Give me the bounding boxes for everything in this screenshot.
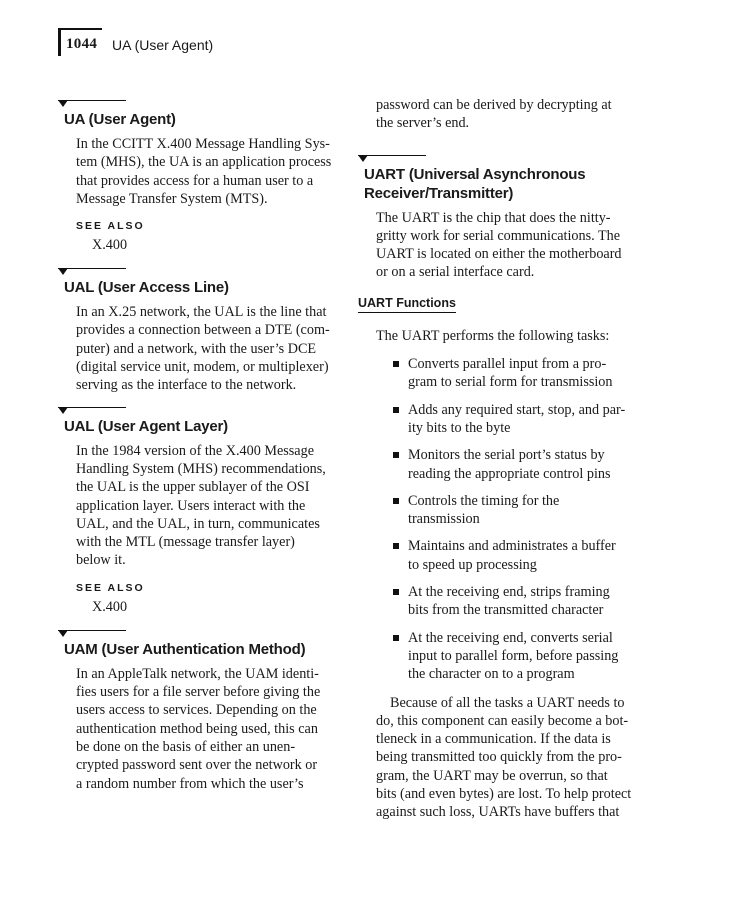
list-item	[358, 492, 648, 529]
entry-marker	[58, 630, 348, 638]
text-line: the server’s end.	[376, 115, 470, 132]
triangle-icon	[358, 155, 368, 162]
text-line: users access to services. Depending on the	[76, 702, 317, 719]
text-line: do, this component can easily become a bot-	[376, 712, 629, 729]
text-line: below it.	[76, 552, 126, 569]
entry-body	[76, 442, 348, 570]
entry-marker	[358, 155, 648, 163]
text-line: UAL, and the UAL, in turn, communicates	[76, 515, 320, 532]
header-rule-vertical	[58, 28, 61, 56]
text-line: with the MTL (message transfer layer)	[76, 534, 295, 551]
text-line: In the CCITT X.400 Message Handling Sys-	[76, 136, 330, 152]
bullet-icon	[393, 589, 399, 595]
entry-ual-access	[58, 268, 348, 394]
text-line: gram to serial form for transmission	[408, 374, 613, 391]
bullet-icon	[393, 543, 399, 549]
text-line: bits (and even bytes) are lost. To help protect	[376, 786, 632, 803]
divider	[58, 100, 126, 101]
text-line: crypted password sent over the network or	[76, 757, 318, 774]
entry-heading	[364, 165, 648, 203]
text-line: At the receiving end, converts serial	[408, 629, 613, 646]
entry-ual-agent	[58, 407, 348, 616]
divider	[358, 155, 426, 156]
text-line: tleneck in a communication. If the data is	[376, 731, 611, 748]
list-item	[358, 401, 648, 438]
text-line: Converts parallel input from a pro-	[408, 356, 607, 373]
entry-marker	[58, 100, 348, 108]
entry-ua	[58, 100, 348, 254]
text-line: Message Transfer System (MTS).	[76, 190, 268, 207]
text-line: At the receiving end, strips framing	[408, 584, 610, 601]
triangle-icon	[58, 407, 68, 414]
text-line: serving as the interface to the network.	[76, 377, 297, 394]
text-line: The UART is the chip that does the nitty-	[376, 209, 611, 226]
right-column	[358, 97, 648, 822]
entry-body	[76, 135, 348, 208]
list-item	[358, 583, 648, 620]
page-number: 1044	[66, 36, 98, 52]
entry-uam	[58, 630, 348, 793]
text-line: (digital service unit, modem, or multiplexer)	[76, 359, 329, 376]
text-line: bits from the transmitted character	[408, 602, 604, 619]
text-line: In an X.25 network, the UAL is the line that	[76, 304, 327, 321]
bullet-icon	[393, 452, 399, 458]
bullet-icon	[393, 498, 399, 504]
text-line: ity bits to the byte	[408, 419, 511, 436]
uam-continuation	[376, 96, 648, 133]
text-line: tem (MHS), the UA is an application process	[76, 154, 332, 171]
text-line: Maintains and administrates a buffer	[408, 538, 616, 555]
text-line: Monitors the serial port’s status by	[408, 447, 605, 464]
header-rule-horizontal	[58, 28, 102, 30]
text-line: be done on the basis of either an unen-	[76, 738, 296, 755]
running-title: UA (User Agent)	[112, 37, 214, 53]
text-line: Controls the timing for the	[408, 492, 560, 509]
see-also-label: SEE ALSO	[76, 581, 145, 594]
text-line: In an AppleTalk network, the UAM identi-	[76, 665, 319, 682]
functions-list	[358, 355, 648, 683]
functions-intro: The UART performs the following tasks:	[376, 327, 610, 344]
triangle-icon	[58, 268, 68, 275]
text-line: gram, the UART may be overrun, so that	[376, 767, 608, 784]
entry-body	[76, 303, 348, 394]
triangle-icon	[58, 100, 68, 107]
triangle-icon	[58, 630, 68, 637]
uart-functions-section	[358, 294, 648, 822]
left-column	[58, 100, 348, 805]
list-item	[358, 537, 648, 574]
entry-heading: UAM (User Authentication Method)	[64, 640, 306, 658]
text-line: password can be derived by decrypting at	[376, 97, 612, 113]
text-line: being transmitted too quickly from the pro-	[376, 749, 622, 766]
bullet-icon	[393, 361, 399, 367]
entry-marker	[58, 407, 348, 415]
divider	[58, 630, 126, 631]
entry-body	[376, 209, 648, 282]
text-line: puter) and a network, with the user’s DCE	[76, 340, 317, 357]
text-line: UART is located on either the motherboard	[376, 246, 622, 263]
heading-line: UART (Universal Asynchronous	[364, 165, 586, 183]
text-line: fies users for a file server before giving the	[76, 684, 321, 701]
closing-paragraph	[376, 694, 648, 822]
text-line: that provides access for a human user to a	[76, 172, 314, 189]
bullet-icon	[393, 635, 399, 641]
text-line: Because of all the tasks a UART needs to	[390, 694, 625, 711]
entry-body	[76, 665, 348, 793]
text-line: the UAL is the upper sublayer of the OSI	[76, 479, 310, 496]
text-line: Adds any required start, stop, and par-	[408, 401, 626, 418]
entry-heading: UA (User Agent)	[64, 111, 176, 128]
entry-uart	[358, 155, 648, 282]
see-also-item: X.400	[92, 237, 128, 254]
list-item	[358, 446, 648, 483]
text-line: application layer. Users interact with the	[76, 497, 306, 514]
entry-marker	[58, 268, 348, 276]
bullet-icon	[393, 407, 399, 413]
text-line: In the 1984 version of the X.400 Message	[76, 442, 314, 459]
text-line: authentication method being used, this can	[76, 720, 318, 737]
text-line: input to parallel form, before passing	[408, 647, 619, 664]
text-line: Handling System (MHS) recommendations,	[76, 460, 326, 477]
text-line: gritty work for serial communications. The	[376, 227, 621, 244]
heading-line: Receiver/Transmitter)	[364, 184, 514, 202]
text-line: the character on to a program	[408, 666, 575, 683]
list-item	[358, 629, 648, 684]
subheading: UART Functions	[358, 296, 456, 313]
text-line: against such loss, UARTs have buffers that	[376, 804, 620, 821]
text-line: to speed up processing	[408, 556, 537, 573]
text-line: transmission	[408, 511, 480, 528]
entry-heading: UAL (User Agent Layer)	[64, 417, 228, 435]
see-also-label: SEE ALSO	[76, 220, 145, 233]
text-line: or on a serial interface card.	[376, 264, 535, 281]
divider	[58, 407, 126, 408]
see-also-item: X.400	[92, 598, 128, 615]
entry-heading: UAL (User Access Line)	[64, 279, 229, 297]
text-line: a random number from which the user’s	[76, 775, 304, 792]
list-item	[358, 355, 648, 392]
text-line: provides a connection between a DTE (com-	[76, 322, 330, 339]
divider	[58, 268, 126, 269]
text-line: reading the appropriate control pins	[408, 465, 611, 482]
